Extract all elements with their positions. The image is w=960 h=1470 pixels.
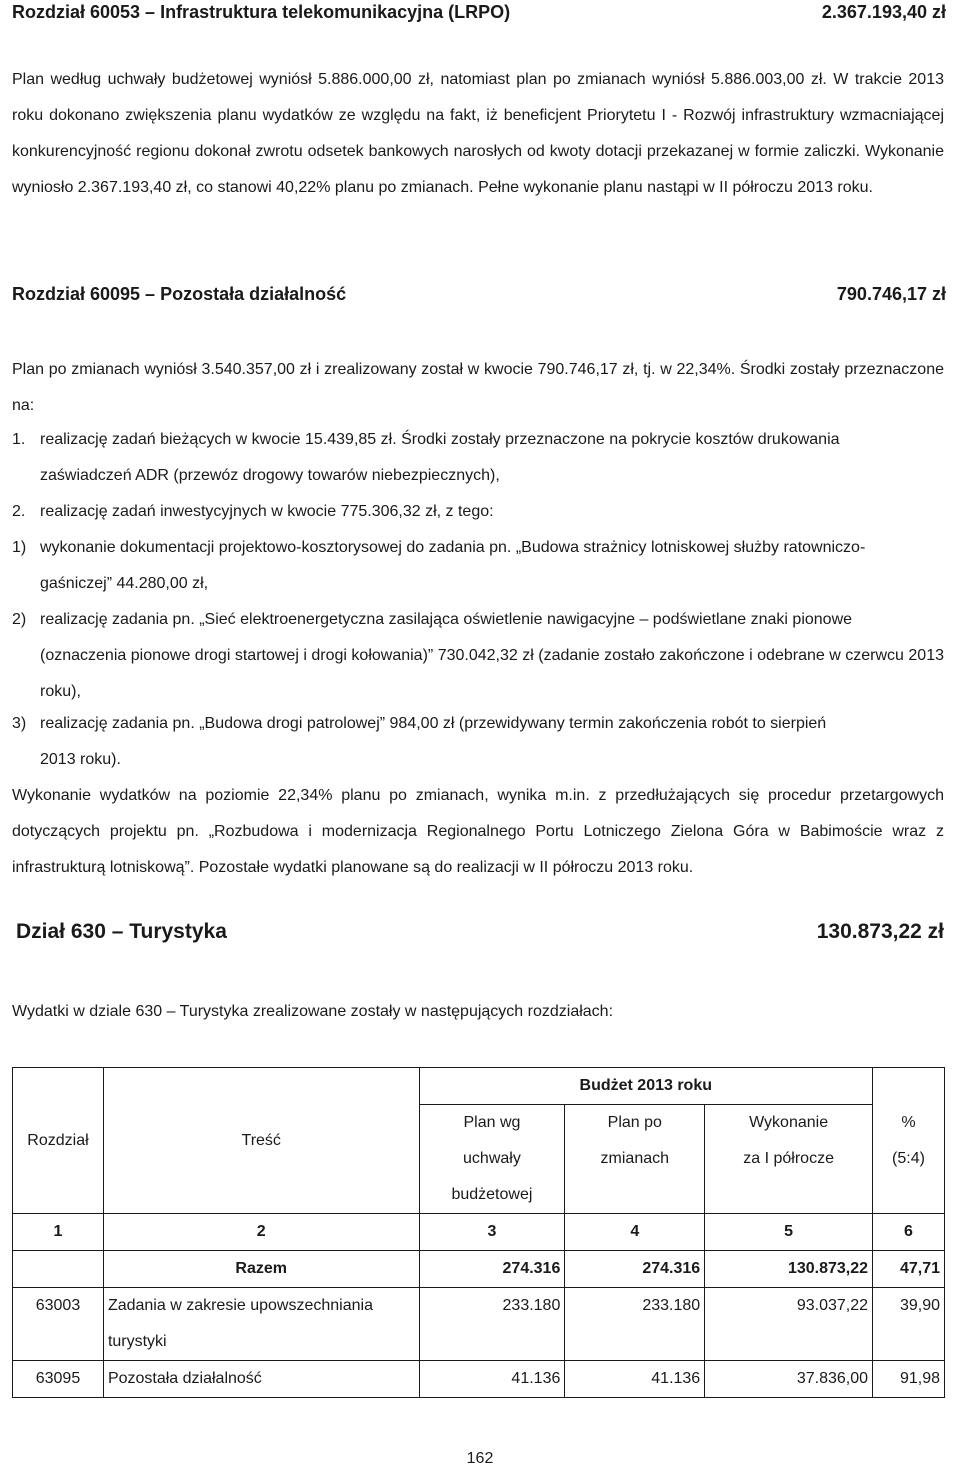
paragraph-text: Plan po zmianach wyniósł 3.540.357,00 zł i zrealizowany został w kwocie 790.746,17 zł, tj. w 22,34%. Środki zostały przeznaczone na: <box>12 361 944 414</box>
header-plan-po-l2: zmianach <box>600 1150 670 1167</box>
list-text: wykonanie dokumentacji projektowo-kosztorysowej do zadania pn. „Budowa strażnicy lotniskowej służby ratowniczo- <box>40 539 866 556</box>
header-tresc: Treść <box>103 1068 419 1214</box>
paragraph-60095-intro <box>12 352 944 424</box>
list-item-1 <box>12 422 944 458</box>
cell: 233.180 <box>565 1288 705 1361</box>
header-plan-wg-l2: uchwały <box>463 1150 521 1167</box>
list-item-2 <box>12 494 944 530</box>
table-row-total <box>13 1251 945 1288</box>
cell: 63095 <box>13 1361 104 1398</box>
header-percent-l1: % <box>901 1113 916 1131</box>
header-rozdzial: Rozdział <box>13 1068 104 1214</box>
list-text: zaświadczeń ADR (przewóz drogowy towarów niebezpiecznych), <box>40 467 500 484</box>
list-text: gaśniczej” 44.280,00 zł, <box>40 575 209 592</box>
paragraph-60095-summary <box>12 778 944 886</box>
list-item-1-cont <box>40 458 944 494</box>
section-title: Rozdział 60053 – Infrastruktura telekomunikacyjna (LRPO) <box>12 2 511 22</box>
list-number: 3) <box>12 715 27 732</box>
colnum-1: 1 <box>13 1214 104 1251</box>
colnum-4: 4 <box>565 1214 705 1251</box>
cell: 37.836,00 <box>705 1361 873 1398</box>
header-wykonanie-l2: za I półrocze <box>743 1150 834 1167</box>
sub-item-3 <box>12 706 944 742</box>
list-text: realizację zadania pn. „Budowa drogi patrolowej” 984,00 zł (przewidywany termin zakończenia robót to sierpień <box>40 715 827 732</box>
list-number: 2. <box>12 503 26 520</box>
header-wykonanie <box>705 1105 873 1214</box>
header-plan-wg <box>419 1105 565 1214</box>
sub-item-2 <box>12 602 944 638</box>
paragraph-text: Wydatki w dziale 630 – Turystyka zrealizowane zostały w następujących rozdziałach: <box>12 1003 614 1020</box>
list-text: realizację zadania pn. „Sieć elektroenergetyczna zasilająca oświetlenie nawigacyjne – podświetlane znaki pionowe <box>40 611 853 628</box>
list-text: realizację zadań inwestycyjnych w kwocie 775.306,32 zł, z tego: <box>40 503 494 520</box>
cell: Razem <box>103 1251 419 1288</box>
cell: 233.180 <box>419 1288 565 1361</box>
sub-item-2-cont <box>40 638 944 710</box>
header-budzet: Budżet 2013 roku <box>419 1068 873 1105</box>
cell <box>13 1251 104 1288</box>
sub-item-3-cont <box>40 742 944 778</box>
paragraph-text: Wykonanie wydatków na poziomie 22,34% planu po zmianach, wynika m.in. z przedłużających się procedur przetargowych dotyczących projektu pn. „Rozbudowa i modernizacja Regionalnego Portu Lotniczego Zielona Góra w Babimoście wraz z infrastrukturą lotniskową”. Pozostałe wydatki planowane są do realizacji w II półroczu 2013 roku. <box>12 787 944 876</box>
expenditure-table <box>12 1067 945 1398</box>
colnum-6: 6 <box>873 1214 945 1251</box>
cell: 39,90 <box>873 1288 945 1361</box>
header-percent <box>873 1068 945 1214</box>
list-number: 1) <box>12 539 27 556</box>
section-heading-60095 <box>12 284 946 305</box>
cell: 93.037,22 <box>705 1288 873 1361</box>
cell: 274.316 <box>419 1251 565 1288</box>
division-title: Dział 630 – Turystyka <box>16 920 227 943</box>
table-row <box>13 1288 945 1361</box>
list-text: 2013 roku). <box>40 751 121 768</box>
list-number: 2) <box>12 611 27 628</box>
paragraph-text: Plan według uchwały budżetowej wyniósł 5.886.000,00 zł, natomiast plan po zmianach wyniósł 5.886.003,00 zł. W trakcie 2013 roku dokonano zwiększenia planu wydatków ze względu na fakt, iż beneficjent Priorytetu I - Rozwój infrastruktury wzmacniającej konkurencyjność regionu dokonał zwrotu odsetek bankowych narosłych od kwoty dotacji przekazanej w formie zaliczki. Wykonanie wyniosło 2.367.193,40 zł, co stanowi 40,22% planu po zmianach. Pełne wykonanie planu nastąpi w II półroczu 2013 roku. <box>12 71 944 196</box>
colnum-5: 5 <box>705 1214 873 1251</box>
sub-item-1-cont <box>40 566 944 602</box>
header-plan-po-l1: Plan po <box>607 1114 662 1131</box>
cell: 47,71 <box>873 1251 945 1288</box>
colnum-2: 2 <box>103 1214 419 1251</box>
page-number: 162 <box>466 1450 494 1467</box>
division-amount: 130.873,22 zł <box>816 920 944 943</box>
list-text: (oznaczenia pionowe drogi startowej i drogi kołowania)” 730.042,32 zł (zadanie zostało zakończone i odebrane w czerwcu 2013 roku), <box>40 647 944 700</box>
header-plan-wg-l3: budżetowej <box>451 1186 533 1203</box>
table-row <box>13 1361 945 1398</box>
division-intro <box>12 994 944 1030</box>
cell: Pozostała działalność <box>103 1361 419 1398</box>
cell-line: Zadania w zakresie upowszechniania <box>107 1297 373 1314</box>
section-amount: 2.367.193,40 zł <box>821 2 946 22</box>
division-heading-630 <box>16 920 944 944</box>
header-plan-wg-l1: Plan wg <box>463 1114 521 1131</box>
colnum-3: 3 <box>419 1214 565 1251</box>
cell: 41.136 <box>419 1361 565 1398</box>
section-title: Rozdział 60095 – Pozostała działalność <box>12 284 347 304</box>
cell: 41.136 <box>565 1361 705 1398</box>
cell: 63003 <box>13 1288 104 1361</box>
sub-item-1 <box>12 530 944 566</box>
header-plan-po <box>565 1105 705 1214</box>
list-text: realizację zadań bieżących w kwocie 15.439,85 zł. Środki zostały przeznaczone na pokrycie kosztów drukowania <box>40 431 840 448</box>
cell: 91,98 <box>873 1361 945 1398</box>
header-percent-l2: (5:4) <box>892 1149 925 1167</box>
section-amount: 790.746,17 zł <box>836 284 946 304</box>
paragraph-60053 <box>12 62 944 206</box>
list-number: 1. <box>12 431 26 448</box>
cell: 130.873,22 <box>705 1251 873 1288</box>
header-wykonanie-l1: Wykonanie <box>749 1114 829 1131</box>
cell: 274.316 <box>565 1251 705 1288</box>
section-heading-60053 <box>12 2 946 23</box>
cell-line: turystyki <box>107 1333 167 1350</box>
cell <box>103 1288 419 1361</box>
